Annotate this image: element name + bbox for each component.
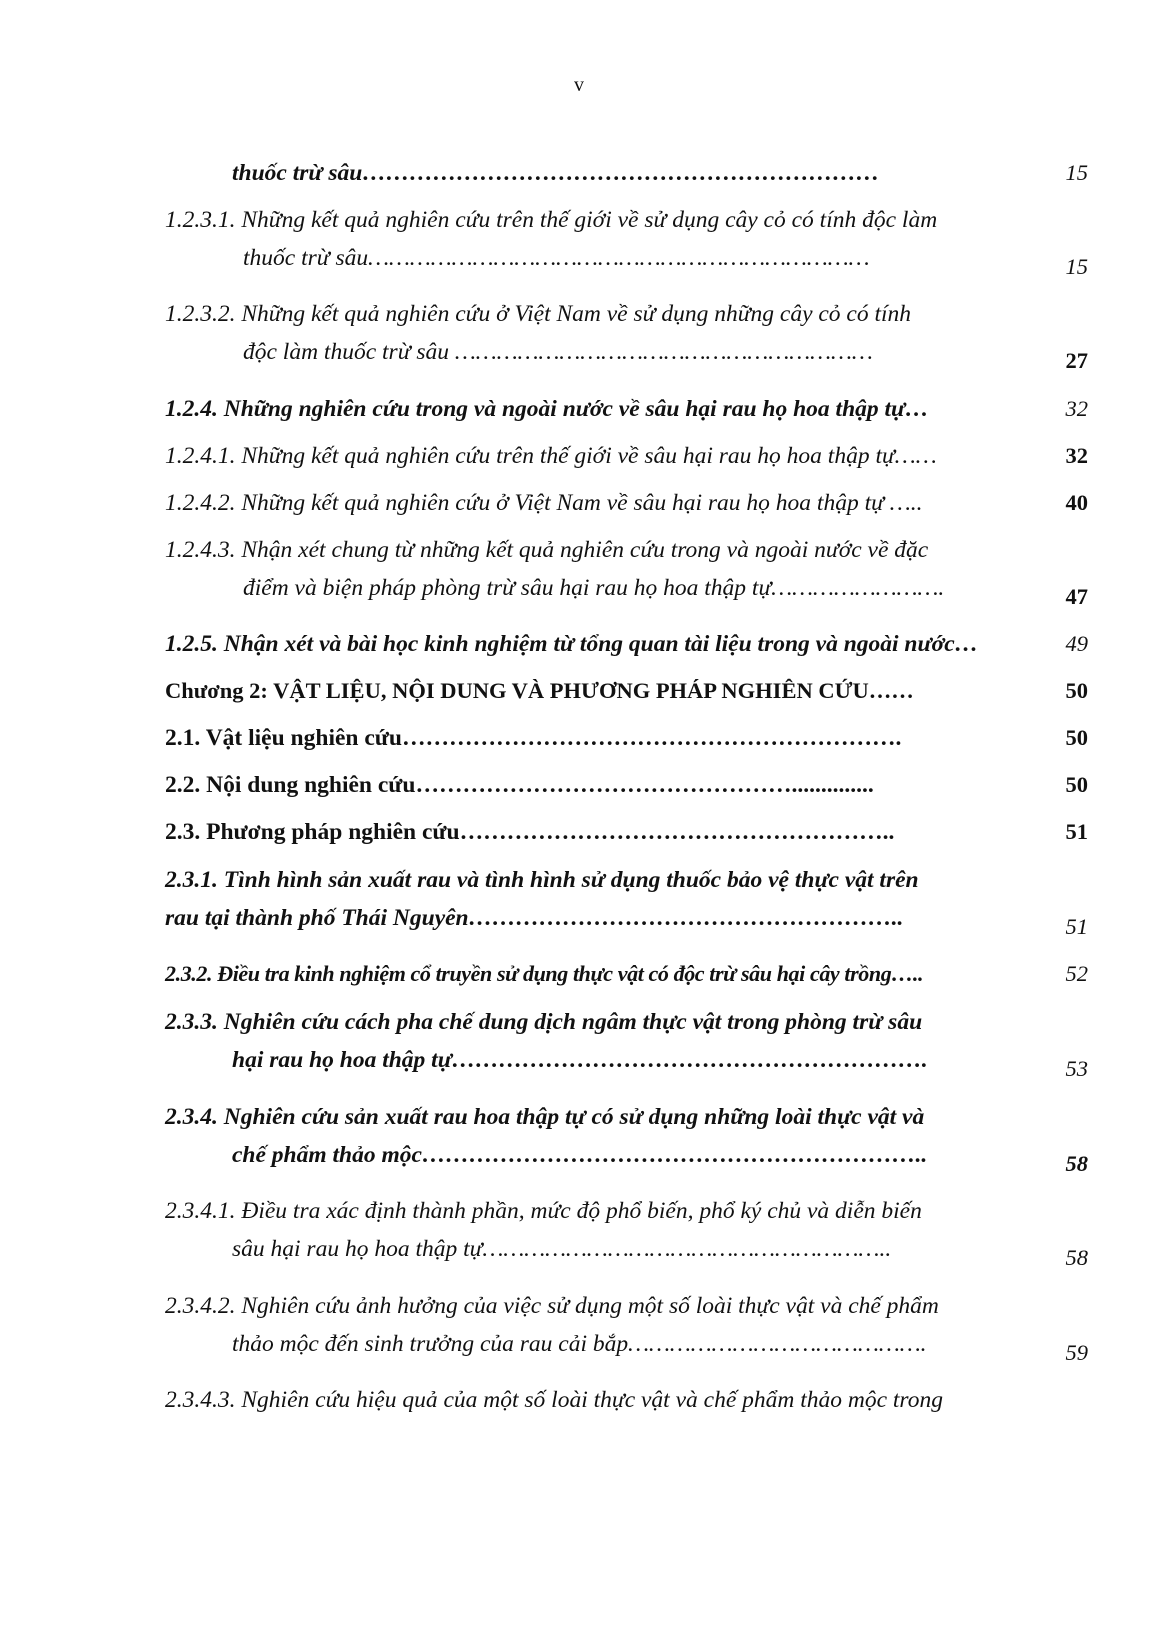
toc-page-number: 15 — [1065, 254, 1088, 279]
toc-entry-text: 1.2.3.2. Những kết quả nghiên cứu ở Việt Nam về sử dụng những cây cỏ có tính — [165, 301, 912, 327]
toc-entry-text: 1.2.4.3. Nhận xét chung từ những kết quả nghiên cứu trong và ngoài nước về đặc — [165, 537, 929, 563]
toc-entry-text: độc làm thuốc trừ sâu …………………………………………………… — [243, 339, 873, 365]
toc-page-number: 50 — [1065, 725, 1088, 750]
toc-entry-text: 1.2.3.1. Những kết quả nghiên cứu trên thế giới về sử dụng cây cỏ có tính độc làm — [165, 207, 938, 233]
toc-page-number: 59 — [1065, 1340, 1088, 1365]
toc-entry-text: 2.3.4. Nghiên cứu sản xuất rau hoa thập tự có sử dụng những loài thực vật và — [165, 1104, 925, 1130]
toc-page-number: 50 — [1065, 678, 1088, 703]
toc-entry-text: 2.3.3. Nghiên cứu cách pha chế dung dịch ngâm thực vật trong phòng trừ sâu — [165, 1009, 923, 1035]
toc-page-number: 53 — [1065, 1056, 1088, 1081]
toc-entry-text: thuốc trừ sâu……………………………………………………………… — [243, 245, 870, 271]
toc-entry-text: 1.2.5. Nhận xét và bài học kinh nghiệm từ tổng quan tài liệu trong và ngoài nước… — [165, 631, 979, 657]
page-number: v — [574, 74, 584, 96]
toc-page-number: 49 — [1065, 631, 1088, 656]
toc-page-number: 58 — [1065, 1245, 1088, 1270]
toc-entry-text: 2.3.1. Tình hình sản xuất rau và tình hình sử dụng thuốc bảo vệ thực vật trên — [165, 867, 919, 893]
toc-entry-text: thuốc trừ sâu………………………………………………………… — [232, 160, 880, 186]
toc-entry-text: 2.1. Vật liệu nghiên cứu………………………………………………………. — [165, 725, 902, 751]
toc-page-number: 32 — [1065, 443, 1088, 468]
toc-page-number: 27 — [1065, 348, 1088, 373]
toc-entry-text: thảo mộc đến sinh trưởng của rau cải bắp……………………………………. — [232, 1331, 927, 1357]
toc-page-number: 50 — [1065, 772, 1088, 797]
toc-page-number: 32 — [1065, 396, 1088, 421]
toc-entry-text: điểm và biện pháp phòng trừ sâu hại rau họ hoa thập tự……………………. — [243, 575, 945, 601]
toc-entry-text: rau tại thành phố Thái Nguyên……………………………………………….. — [165, 905, 904, 931]
toc-entry-text: 1.2.4.2. Những kết quả nghiên cứu ở Việt Nam về sâu hại rau họ hoa thập tự ….. — [165, 490, 923, 516]
toc-entry-text: 1.2.4. Những nghiên cứu trong và ngoài nước về sâu hại rau họ hoa thập tự… — [165, 396, 929, 422]
toc-entry-text: 2.3. Phương pháp nghiên cứu……………………………………………….. — [165, 819, 895, 845]
toc-entry-text: 2.3.4.1. Điều tra xác định thành phần, mức độ phổ biến, phổ ký chủ và diễn biến — [165, 1198, 922, 1224]
toc-entry-text: chế phẩm thảo mộc……………………………………………………….. — [232, 1142, 928, 1168]
toc-entry-text: sâu hại rau họ hoa thập tự………………………………………………….. — [232, 1236, 892, 1262]
toc-page-number: 58 — [1065, 1151, 1088, 1176]
toc-entry-text: 2.3.2. Điều tra kinh nghiệm cổ truyền sử dụng thực vật có độc trừ sâu hại cây trồng….. — [165, 961, 924, 986]
toc-entry-text: 2.2. Nội dung nghiên cứu………………………………………….............. — [165, 772, 874, 798]
toc-entry-text: Chương 2: VẬT LIỆU, NỘI DUNG VÀ PHƯƠNG PHÁP NGHIÊN CỨU…… — [165, 678, 914, 703]
toc-page-number: 51 — [1065, 819, 1088, 844]
toc-page-number: 40 — [1065, 490, 1088, 515]
toc-entry-text: 1.2.4.1. Những kết quả nghiên cứu trên thế giới về sâu hại rau họ hoa thập tự…… — [165, 443, 937, 469]
toc-page-number: 47 — [1065, 584, 1088, 609]
toc-page-number: 52 — [1065, 961, 1088, 986]
toc-page-number: 15 — [1065, 160, 1088, 185]
toc-entry-text: 2.3.4.2. Nghiên cứu ảnh hưởng của việc sử dụng một số loài thực vật và chế phẩm — [165, 1293, 939, 1319]
toc-entry-text: hại rau họ hoa thập tự……………………………………………………. — [232, 1047, 928, 1073]
toc-entry-text: 2.3.4.3. Nghiên cứu hiệu quả của một số loài thực vật và chế phẩm thảo mộc trong — [165, 1387, 943, 1413]
toc-page-number: 51 — [1065, 914, 1088, 939]
